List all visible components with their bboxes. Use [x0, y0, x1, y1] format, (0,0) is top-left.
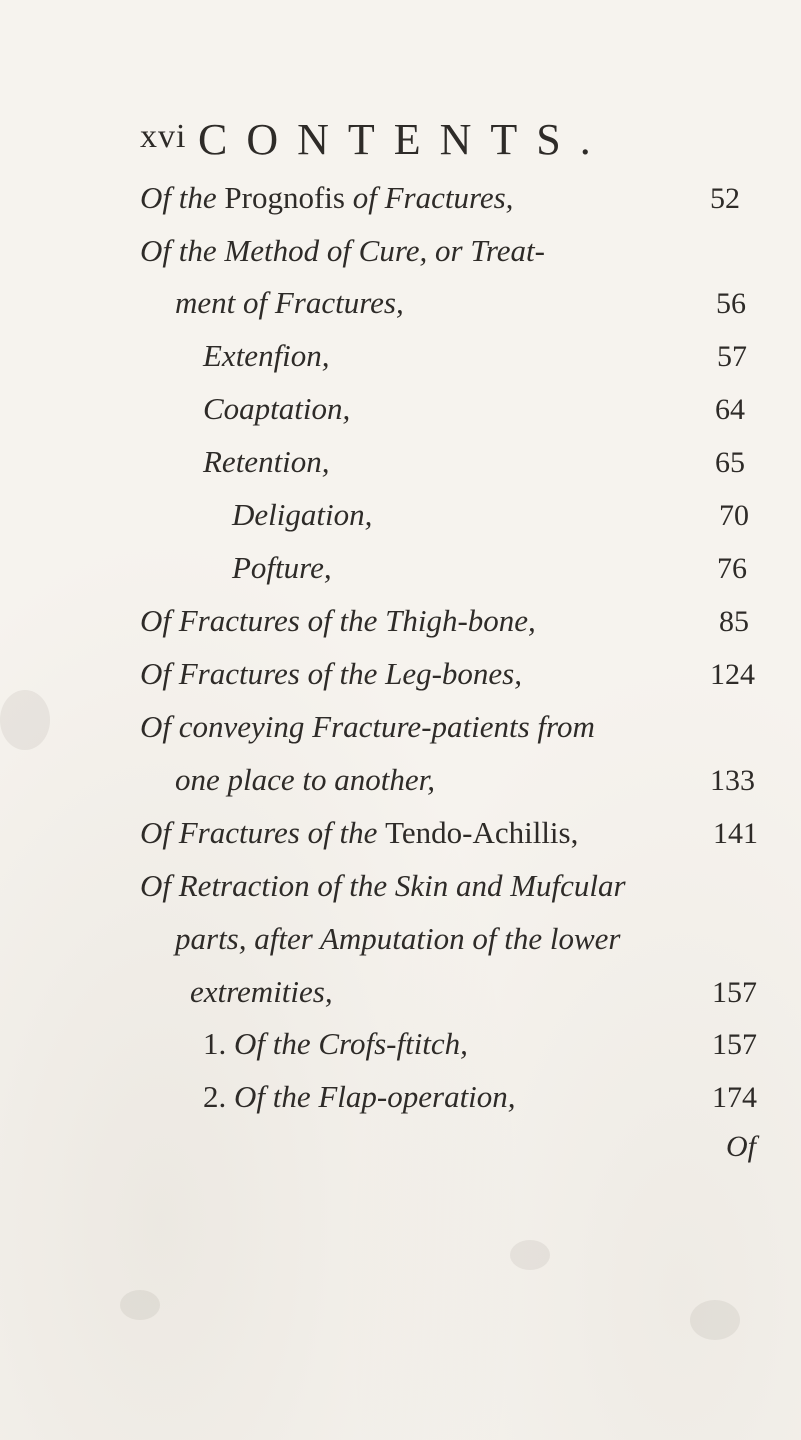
toc-page-number: 65 — [715, 446, 745, 479]
toc-entry-cross-stitch: 1. Of the Crofs-ftitch, — [203, 1026, 468, 1061]
toc-page-number: 141 — [713, 817, 758, 850]
toc-entry-method-of-cure: Of the Method of Cure, or Treat- — [140, 233, 545, 268]
toc-entry-deligation: Deligation, — [232, 497, 373, 532]
toc-entry-retention: Retention, — [203, 444, 330, 479]
toc-entry-coaptation: Coaptation, — [203, 391, 351, 426]
running-head-title: CONTENTS. — [198, 115, 610, 164]
toc-entry-tendo-achillis: Of Fractures of the Tendo-Achillis, — [140, 815, 579, 850]
toc-page-number: 85 — [719, 605, 749, 638]
toc-page-number: 174 — [712, 1081, 757, 1114]
toc-page-number: 52 — [710, 182, 740, 215]
toc-entry-thigh-bone: Of Fractures of the Thigh-bone, — [140, 603, 536, 638]
paper-stain — [0, 690, 50, 750]
paper-stain — [690, 1300, 740, 1340]
toc-page-number: 157 — [712, 1028, 757, 1061]
toc-entry-retraction: Of Retraction of the Skin and Mufcular — [140, 868, 626, 903]
page-header — [140, 115, 680, 168]
toc-page-number: 133 — [710, 764, 755, 797]
toc-page-number: 124 — [710, 658, 755, 691]
toc-entry-extension: Extenfion, — [203, 338, 330, 373]
toc-page-number: 56 — [716, 287, 746, 320]
toc-entry-treatment-continued: ment of Fractures, — [175, 285, 404, 320]
toc-page-number: 70 — [719, 499, 749, 532]
toc-entry-conveying-continued: one place to another, — [175, 762, 436, 797]
toc-page-number: 64 — [715, 393, 745, 426]
toc-page-number: 76 — [717, 552, 747, 585]
page-number: xvi — [140, 118, 187, 155]
catchword: Of — [726, 1130, 756, 1163]
paper-stain — [120, 1290, 160, 1320]
toc-entry-prognosis: Of the Prognofis of Fractures, — [140, 180, 514, 215]
paper-stain — [510, 1240, 550, 1270]
toc-page-number: 157 — [712, 976, 757, 1009]
toc-entry-extremities: extremities, — [190, 974, 333, 1009]
toc-entry-leg-bones: Of Fractures of the Leg-bones, — [140, 656, 522, 691]
toc-entry-conveying-patients: Of conveying Fracture-patients from — [140, 709, 595, 744]
toc-entry-retraction-continued: parts, after Amputation of the lower — [175, 921, 621, 956]
toc-entry-posture: Pofture, — [232, 550, 332, 585]
toc-page-number: 57 — [717, 340, 747, 373]
toc-entry-flap-operation: 2. Of the Flap-operation, — [203, 1079, 516, 1114]
